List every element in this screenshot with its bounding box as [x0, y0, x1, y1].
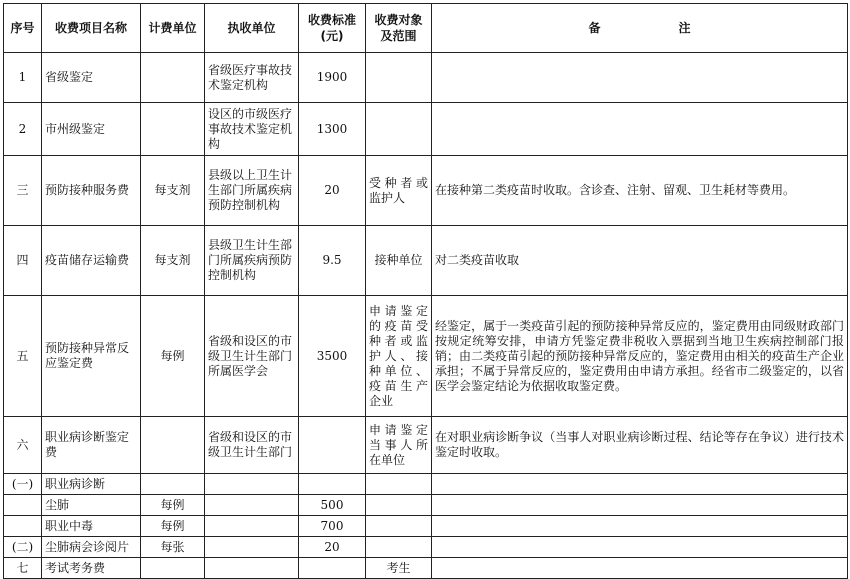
- cell-standard: 9.5: [299, 226, 366, 296]
- cell-executor: [205, 558, 299, 579]
- cell-target: 申请鉴定的疫苗受种者或监护人、接种单位、疫苗生产企业: [366, 296, 432, 417]
- cell-seq: 三: [4, 156, 42, 226]
- cell-executor: 省级医疗事故技术鉴定机构: [205, 53, 299, 103]
- table-row: [4, 495, 848, 516]
- cell-item: 考试考务费: [42, 558, 141, 579]
- cell-remark: [432, 516, 848, 537]
- cell-seq: 七: [4, 558, 42, 579]
- cell-seq: [4, 495, 42, 516]
- cell-executor: 县级卫生计生部门所属疾病预防控制机构: [205, 226, 299, 296]
- cell-remark: [432, 53, 848, 103]
- header-unit: 计费单位: [141, 4, 205, 53]
- header-target: 收费对象及范围: [366, 4, 432, 53]
- header-seq: 序号: [4, 4, 42, 53]
- table-row: [4, 296, 848, 417]
- cell-unit: 每张: [141, 537, 205, 558]
- cell-standard: [299, 558, 366, 579]
- cell-target: 受种者或监护人: [366, 156, 432, 226]
- cell-item: 省级鉴定: [42, 53, 141, 103]
- cell-executor: [205, 495, 299, 516]
- cell-remark: 对二类疫苗收取: [432, 226, 848, 296]
- cell-seq: 五: [4, 296, 42, 417]
- cell-item: 尘肺病会诊阅片: [42, 537, 141, 558]
- cell-target: [366, 474, 432, 495]
- table-row: [4, 417, 848, 474]
- cell-standard: 20: [299, 156, 366, 226]
- cell-unit: 每支剂: [141, 226, 205, 296]
- cell-unit: [141, 417, 205, 474]
- cell-item: 职业中毒: [42, 516, 141, 537]
- cell-target: [366, 495, 432, 516]
- cell-remark: 在对职业病诊断争议（当事人对职业病诊断过程、结论等存在争议）进行技术鉴定时收取。: [432, 417, 848, 474]
- cell-target: [366, 103, 432, 156]
- cell-executor: 县级以上卫生计生部门所属疾病预防控制机构: [205, 156, 299, 226]
- cell-unit: 每例: [141, 495, 205, 516]
- cell-item: 尘肺: [42, 495, 141, 516]
- cell-remark: 在接种第二类疫苗时收取。含诊查、注射、留观、卫生耗材等费用。: [432, 156, 848, 226]
- cell-seq: [4, 516, 42, 537]
- cell-target: [366, 53, 432, 103]
- table-row: [4, 103, 848, 156]
- cell-standard: 500: [299, 495, 366, 516]
- cell-target: [366, 537, 432, 558]
- cell-executor: 省级和设区的市级卫生计生部门所属医学会: [205, 296, 299, 417]
- cell-item: 职业病诊断: [42, 474, 141, 495]
- cell-item: 预防接种异常反应鉴定费: [42, 296, 141, 417]
- table-row: [4, 516, 848, 537]
- table-row: [4, 474, 848, 495]
- cell-seq: 2: [4, 103, 42, 156]
- cell-seq: (一): [4, 474, 42, 495]
- cell-remark: 经鉴定，属于一类疫苗引起的预防接种异常反应的，鉴定费用由同级财政部门按规定统筹安排，申请方凭鉴定费非税收入票据到当地卫生疾病控制部门报销；由二类疫苗引起的预防接种异常反应的，鉴定费用由相关的疫苗生产企业承担；不属于异常反应的，鉴定费用由申请方承担。经省市二级鉴定的，以省医学会鉴定结论为依据收取鉴定费。: [432, 296, 848, 417]
- cell-remark: [432, 495, 848, 516]
- header-remark: [432, 4, 848, 53]
- cell-item: 预防接种服务费: [42, 156, 141, 226]
- header-remark-b: 注: [678, 21, 691, 35]
- cell-executor: [205, 474, 299, 495]
- cell-target: 接种单位: [366, 226, 432, 296]
- cell-item: 疫苗储存运输费: [42, 226, 141, 296]
- cell-standard: 3500: [299, 296, 366, 417]
- header-executor: 执收单位: [205, 4, 299, 53]
- cell-unit: 每例: [141, 516, 205, 537]
- fee-table: [3, 3, 848, 579]
- cell-standard: [299, 474, 366, 495]
- cell-unit: [141, 474, 205, 495]
- cell-item: 职业病诊断鉴定费: [42, 417, 141, 474]
- cell-seq: 1: [4, 53, 42, 103]
- header-item: 收费项目名称: [42, 4, 141, 53]
- header-row: [4, 4, 848, 53]
- cell-item: 市州级鉴定: [42, 103, 141, 156]
- cell-seq: 六: [4, 417, 42, 474]
- table-row: [4, 558, 848, 579]
- cell-unit: [141, 53, 205, 103]
- table-row: [4, 226, 848, 296]
- cell-seq: (二): [4, 537, 42, 558]
- cell-remark: [432, 103, 848, 156]
- cell-standard: 1300: [299, 103, 366, 156]
- cell-standard: [299, 417, 366, 474]
- cell-standard: 1900: [299, 53, 366, 103]
- cell-executor: [205, 516, 299, 537]
- cell-standard: 700: [299, 516, 366, 537]
- header-remark-a: 备: [588, 21, 601, 35]
- cell-standard: 20: [299, 537, 366, 558]
- cell-seq: 四: [4, 226, 42, 296]
- cell-target: 申请鉴定当事人所在单位: [366, 417, 432, 474]
- table-row: [4, 53, 848, 103]
- cell-executor: 设区的市级医疗事故技术鉴定机构: [205, 103, 299, 156]
- cell-executor: 省级和设区的市级卫生计生部门: [205, 417, 299, 474]
- cell-remark: [432, 558, 848, 579]
- table-row: [4, 156, 848, 226]
- cell-unit: [141, 103, 205, 156]
- table-row: [4, 537, 848, 558]
- cell-target: 考生: [366, 558, 432, 579]
- cell-unit: [141, 558, 205, 579]
- cell-target: [366, 516, 432, 537]
- cell-remark: [432, 537, 848, 558]
- cell-executor: [205, 537, 299, 558]
- cell-remark: [432, 474, 848, 495]
- cell-unit: 每支剂: [141, 156, 205, 226]
- header-standard: 收费标准(元): [299, 4, 366, 53]
- cell-unit: 每例: [141, 296, 205, 417]
